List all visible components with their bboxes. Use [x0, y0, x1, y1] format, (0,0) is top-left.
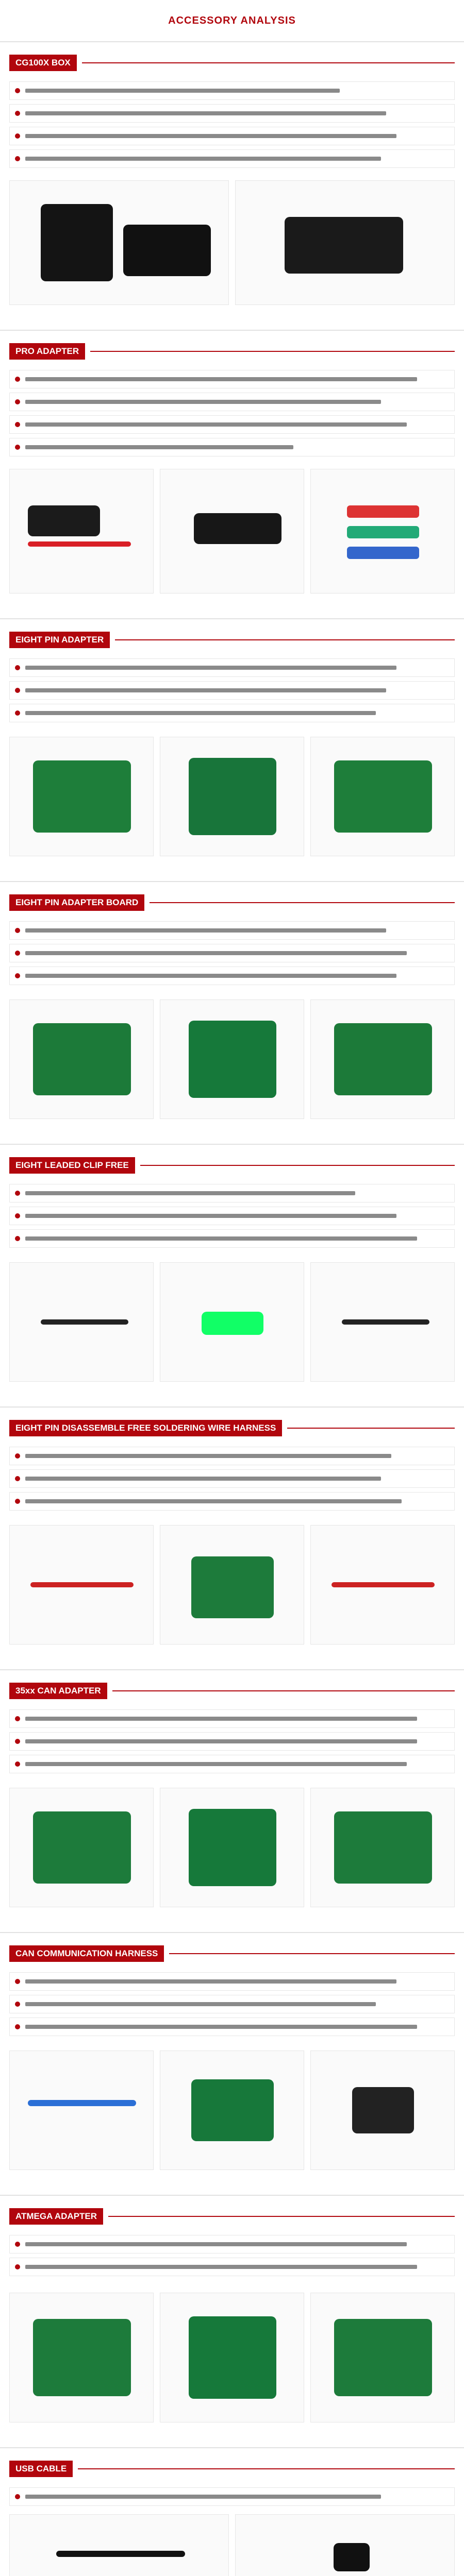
product-image [310, 1788, 455, 1907]
section-title: EIGHT PIN ADAPTER [9, 632, 110, 648]
product-image [310, 1525, 455, 1645]
product-image [235, 2514, 455, 2576]
product-image [9, 2050, 154, 2170]
bullet-row [9, 1229, 455, 1248]
bullet-dot-icon [15, 1716, 20, 1721]
section-title: PRO ADAPTER [9, 343, 85, 360]
image-row [9, 180, 455, 304]
bullet-row [9, 1207, 455, 1225]
divider [0, 1406, 464, 1408]
usb-cable-image [56, 2551, 185, 2557]
bullet-dot-icon [15, 1499, 20, 1504]
product-image [310, 999, 455, 1119]
bullet-dot-icon [15, 445, 20, 450]
device-image-back [123, 225, 211, 276]
section-header [9, 2458, 455, 2480]
board-image [189, 1021, 276, 1098]
divider [0, 1144, 464, 1145]
bullet-dot-icon [15, 951, 20, 956]
bullet-dot-icon [15, 1476, 20, 1481]
divider [0, 1932, 464, 1933]
bullet-dot-icon [15, 1453, 20, 1459]
product-image [9, 1262, 154, 1382]
section-header-line [115, 639, 455, 640]
product-image [160, 737, 304, 856]
bullets [9, 921, 455, 989]
bullets [9, 1447, 455, 1515]
bullet-text-placeholder [25, 377, 417, 381]
section-header [9, 891, 455, 914]
section-atmega-adapter [0, 2205, 464, 2437]
product-image [9, 2293, 154, 2422]
atmega-adapter-image [334, 2319, 432, 2396]
bullet-row [9, 1995, 455, 2013]
bullet-row [9, 2235, 455, 2253]
bullet-row [9, 2258, 455, 2276]
bullets [9, 370, 455, 461]
device-image-angled [285, 217, 403, 274]
bullet-text-placeholder [25, 1499, 402, 1503]
bullet-text-placeholder [25, 1214, 396, 1218]
bullet-text-placeholder [25, 400, 381, 404]
lead-image-blue [347, 547, 419, 559]
section-header [9, 629, 455, 651]
bullet-row [9, 1447, 455, 1465]
harness-wire-image [30, 1582, 134, 1587]
bullet-row [9, 2018, 455, 2036]
can-adapter-image [33, 1811, 131, 1884]
bullet-text-placeholder [25, 2002, 376, 2006]
product-image [235, 180, 455, 305]
bullet-dot-icon [15, 377, 20, 382]
bullet-text-placeholder [25, 134, 396, 138]
section-title: CG100X BOX [9, 55, 77, 71]
image-row [9, 2514, 455, 2576]
board-image [334, 1023, 432, 1095]
cable-connector-image [28, 505, 100, 536]
can-adapter-image [189, 1809, 276, 1886]
bullets [9, 81, 455, 172]
bullet-dot-icon [15, 133, 20, 139]
bullets [9, 658, 455, 726]
bullet-text-placeholder [25, 157, 381, 161]
bullets [9, 1709, 455, 1777]
bullet-row [9, 81, 455, 100]
section-header-line [287, 1428, 455, 1429]
cable-wire-image [28, 541, 131, 547]
section-header [9, 2205, 455, 2228]
bullet-dot-icon [15, 710, 20, 716]
harness-board-image [191, 2079, 274, 2141]
bullet-text-placeholder [25, 445, 293, 449]
divider [0, 618, 464, 619]
product-image [310, 469, 455, 594]
bullet-dot-icon [15, 1739, 20, 1744]
top-banner [0, 0, 464, 41]
bullet-text-placeholder [25, 1979, 396, 1984]
bullet-dot-icon [15, 973, 20, 978]
section-eight-pin-harness [0, 1417, 464, 1659]
section-header [9, 52, 455, 74]
pcb-image [334, 760, 432, 833]
section-title: EIGHT PIN DISASSEMBLE FREE SOLDERING WIRE HARNESS [9, 1420, 282, 1436]
divider [0, 881, 464, 882]
lead-image-red [347, 505, 419, 518]
divider [0, 41, 464, 42]
device-image-front [41, 204, 113, 281]
bullet-row [9, 658, 455, 677]
bullet-text-placeholder [25, 2242, 407, 2246]
product-image [9, 180, 229, 305]
image-row [9, 1788, 455, 1906]
clip-cable-image [342, 1319, 429, 1325]
bullet-text-placeholder [25, 1191, 355, 1195]
section-35xx-can-adapter [0, 1680, 464, 1922]
product-image [310, 1262, 455, 1382]
section-cg100x-box [0, 52, 464, 319]
section-title: ATMEGA ADAPTER [9, 2208, 103, 2225]
bullet-row [9, 921, 455, 940]
bullet-text-placeholder [25, 974, 396, 978]
section-header-line [108, 2216, 455, 2217]
page-title: ACCESSORY ANALYSIS [168, 15, 296, 26]
bullets [9, 2235, 455, 2280]
image-row [9, 1262, 455, 1381]
section-can-communication-harness [0, 1942, 464, 2184]
bullet-dot-icon [15, 1236, 20, 1241]
bullet-dot-icon [15, 1761, 20, 1767]
bullet-dot-icon [15, 1191, 20, 1196]
bullet-dot-icon [15, 2264, 20, 2269]
section-eight-pin-adapter [0, 629, 464, 871]
image-row [9, 2050, 455, 2169]
product-image [9, 1788, 154, 1907]
image-row [9, 1525, 455, 1643]
bullet-dot-icon [15, 2242, 20, 2247]
section-header-line [78, 2468, 455, 2469]
bullet-dot-icon [15, 1213, 20, 1218]
bullet-dot-icon [15, 422, 20, 427]
product-image [160, 1525, 304, 1645]
product-image [9, 469, 154, 594]
section-header-line [112, 1690, 455, 1691]
bullet-row [9, 681, 455, 700]
product-image [160, 1262, 304, 1382]
bullet-row [9, 104, 455, 123]
board-image [33, 1023, 131, 1095]
bullet-row [9, 1469, 455, 1488]
image-row [9, 999, 455, 1118]
bullet-row [9, 393, 455, 411]
bullet-text-placeholder [25, 2025, 417, 2029]
bullet-text-placeholder [25, 1477, 381, 1481]
image-row [9, 737, 455, 855]
section-eight-leaded-clip-free [0, 1154, 464, 1396]
section-title: 35xx CAN ADAPTER [9, 1683, 107, 1699]
section-usb-cable [0, 2458, 464, 2576]
section-title: USB CABLE [9, 2461, 73, 2477]
bullet-dot-icon [15, 88, 20, 93]
bullet-row [9, 1972, 455, 1991]
bullet-text-placeholder [25, 89, 340, 93]
section-pro-adapter [0, 340, 464, 608]
product-image [9, 1525, 154, 1645]
bullet-row [9, 127, 455, 145]
bullet-text-placeholder [25, 2495, 381, 2499]
pcb-image [189, 758, 276, 835]
harness-cable-image [28, 2100, 136, 2106]
section-header-line [90, 351, 455, 352]
product-image [160, 469, 304, 594]
product-image [160, 1788, 304, 1907]
bullet-dot-icon [15, 111, 20, 116]
section-header [9, 340, 455, 363]
product-image [9, 737, 154, 856]
bullet-dot-icon [15, 2494, 20, 2499]
product-image [310, 2293, 455, 2422]
bullet-text-placeholder [25, 951, 407, 955]
bullet-row [9, 1184, 455, 1202]
section-header [9, 1680, 455, 1702]
harness-board-image [191, 1556, 274, 1618]
image-row [9, 2293, 455, 2421]
bullets [9, 1972, 455, 2040]
section-title: EIGHT LEADED CLIP FREE [9, 1157, 135, 1174]
bullet-row [9, 415, 455, 434]
bullet-row [9, 2487, 455, 2506]
section-header-line [82, 62, 455, 63]
bullet-row [9, 704, 455, 722]
adapter-image [194, 513, 281, 544]
bullet-row [9, 967, 455, 985]
bullet-text-placeholder [25, 1236, 417, 1241]
bullet-dot-icon [15, 688, 20, 693]
bullet-dot-icon [15, 2024, 20, 2029]
bullet-dot-icon [15, 399, 20, 404]
bullet-text-placeholder [25, 422, 407, 427]
product-image [160, 2293, 304, 2422]
bullets [9, 2487, 455, 2510]
section-header-line [150, 902, 455, 903]
section-header [9, 1417, 455, 1439]
bullet-text-placeholder [25, 1717, 417, 1721]
bullet-dot-icon [15, 156, 20, 161]
bullet-text-placeholder [25, 688, 386, 692]
harness-clip-image [352, 2087, 414, 2133]
bullet-row [9, 149, 455, 168]
bullet-row [9, 1492, 455, 1511]
product-image [9, 2514, 229, 2576]
bullet-text-placeholder [25, 711, 376, 715]
clip-head-image [202, 1312, 263, 1335]
clip-cable-image [41, 1319, 128, 1325]
divider [0, 2447, 464, 2448]
atmega-adapter-image [33, 2319, 131, 2396]
bullet-text-placeholder [25, 666, 396, 670]
section-header-line [140, 1165, 455, 1166]
image-row [9, 469, 455, 592]
product-image [310, 2050, 455, 2170]
bullet-dot-icon [15, 665, 20, 670]
usb-connector-image [334, 2543, 370, 2571]
product-image [9, 999, 154, 1119]
bullet-row [9, 1732, 455, 1751]
bullet-dot-icon [15, 2002, 20, 2007]
bullet-row [9, 944, 455, 962]
section-header [9, 1942, 455, 1965]
divider [0, 1669, 464, 1670]
bullet-text-placeholder [25, 1454, 391, 1458]
bullet-dot-icon [15, 1979, 20, 1984]
bullet-row [9, 1755, 455, 1773]
bullet-text-placeholder [25, 111, 386, 115]
bullet-text-placeholder [25, 928, 386, 933]
bullet-text-placeholder [25, 2265, 417, 2269]
bullet-text-placeholder [25, 1739, 417, 1743]
section-title: CAN COMMUNICATION HARNESS [9, 1945, 164, 1962]
product-image [310, 737, 455, 856]
bullets [9, 1184, 455, 1252]
section-eight-pin-adapter-board [0, 891, 464, 1133]
bullet-row [9, 438, 455, 456]
section-title: EIGHT PIN ADAPTER BOARD [9, 894, 144, 911]
bullet-text-placeholder [25, 1762, 407, 1766]
bullet-row [9, 370, 455, 388]
section-header-line [169, 1953, 455, 1954]
bullet-dot-icon [15, 928, 20, 933]
section-header [9, 1154, 455, 1177]
pcb-image [33, 760, 131, 833]
atmega-adapter-image [189, 2316, 276, 2399]
divider [0, 2195, 464, 2196]
lead-image-green [347, 526, 419, 538]
harness-wire-image [332, 1582, 435, 1587]
can-adapter-image [334, 1811, 432, 1884]
product-image [160, 999, 304, 1119]
divider [0, 330, 464, 331]
product-image [160, 2050, 304, 2170]
bullet-row [9, 1709, 455, 1728]
